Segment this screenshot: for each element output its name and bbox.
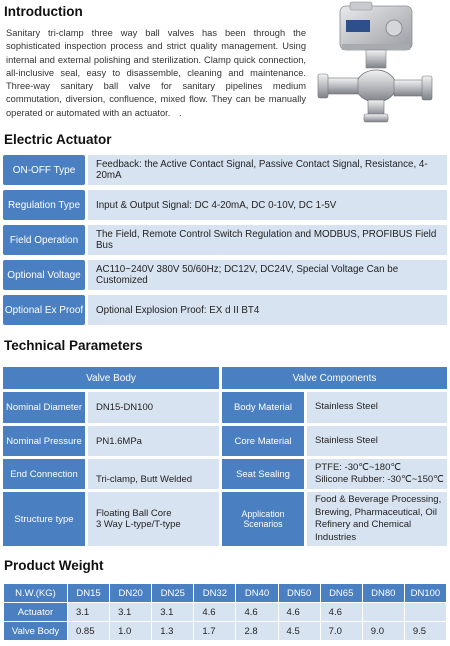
actuator-row [3,155,447,185]
tech-label: Application Scenarios [222,492,304,546]
tech-value: Floating Ball Core 3 Way L-type/T-type [88,492,219,546]
tech-value: DN15-DN100 [88,392,219,423]
technical-parameters-title: Technical Parameters [4,338,143,353]
ball-valve-actuator-illustration [302,0,450,128]
weight-cell: 4.6 [320,603,362,622]
actuator-row [3,260,447,290]
weight-header-cell: DN32 [194,584,236,603]
actuator-row-label: ON-OFF Type [3,155,85,185]
weight-header-cell: DN40 [236,584,278,603]
tech-value: Food & Beverage Processing, Brewing, Pharmaceutical, Oil Refinery and Chemical Industries [307,492,447,546]
tech-label: Body Material [222,392,304,423]
tech-row [3,459,447,489]
weight-cell: 3.1 [110,603,152,622]
weight-row-label: Valve Body [4,622,68,641]
tech-row [3,392,447,423]
tech-value: Tri-clamp, Butt Welded [88,459,219,489]
actuator-row-label: Field Operation [3,225,85,255]
tech-label: Core Material [222,426,304,456]
actuator-row-label: Optional Ex Proof [3,295,85,325]
weight-cell: 1.0 [110,622,152,641]
tech-value: PN1.6MPa [88,426,219,456]
tech-value: PTFE: -30℃~180℃ Silicone Rubber: -30℃~150℃ [307,459,447,489]
actuator-row-value: Input & Output Signal: DC 4-20mA, DC 0-10V, DC 1-5V [88,190,447,220]
actuator-row-value: Optional Explosion Proof: EX d II BT4 [88,295,447,325]
weight-header-cell: DN15 [68,584,110,603]
actuator-row-label: Optional Voltage [3,260,85,290]
actuator-row-label: Regulation Type [3,190,85,220]
electric-actuator-table [3,155,447,330]
product-weight-title: Product Weight [4,558,104,573]
actuator-row [3,295,447,325]
weight-cell: 4.5 [278,622,320,641]
tech-label: Nominal Pressure [3,426,85,456]
weight-row-label: Actuator [4,603,68,622]
weight-cell: 7.0 [320,622,362,641]
weight-row-actuator [4,603,447,622]
electric-actuator-title: Electric Actuator [4,132,112,147]
intro-trailing-mark: . [178,107,182,118]
valve-components-header: Valve Components [222,367,447,389]
actuator-row [3,190,447,220]
actuator-row-value: AC110~240V 380V 50/60Hz; DC12V, DC24V, Special Voltage Can be Customized [88,260,447,290]
weight-header-cell: DN20 [110,584,152,603]
tech-label: Seat Sealing [222,459,304,489]
weight-cell: 9.5 [404,622,446,641]
weight-header-cell: DN80 [362,584,404,603]
weight-header-cell: DN100 [404,584,446,603]
weight-header-cell: DN50 [278,584,320,603]
weight-header-row [4,584,447,603]
weight-row-valve-body [4,622,447,641]
weight-cell [362,603,404,622]
tech-value: Stainless Steel [307,426,447,456]
weight-cell: 1.7 [194,622,236,641]
weight-header-cell: N.W.(KG) [4,584,68,603]
intro-title: Introduction [4,4,83,19]
weight-cell: 3.1 [68,603,110,622]
weight-cell: 4.6 [278,603,320,622]
actuator-row-value: Feedback: the Active Contact Signal, Passive Contact Signal, Resistance, 4-20mA [88,155,447,185]
tech-label: Structure type [3,492,85,546]
tech-label: End Connection [3,459,85,489]
weight-cell: 1.3 [152,622,194,641]
weight-cell: 9.0 [362,622,404,641]
intro-paragraph [6,27,306,120]
actuator-row [3,225,447,255]
weight-cell: 2.8 [236,622,278,641]
weight-header-cell: DN25 [152,584,194,603]
weight-cell: 4.6 [194,603,236,622]
intro-text: Sanitary tri-clamp three way ball valves has been through the sophisticated inspection process and strict quality management. Using internal and external polishing and sterilization. Clamp quick connection, all-inclusive seal, easy to disassemble, cleaning and maintenance. Three-way sanitary ball valve for sanitary pipelines medium commutation, diversion, confluence, mixed flow. They can be manually operated or automated with an actuator. [6,28,306,118]
tech-value: Stainless Steel [307,392,447,423]
valve-body-header: Valve Body [3,367,219,389]
tech-row [3,426,447,456]
product-weight-table [3,583,447,641]
actuator-row-value: The Field, Remote Control Switch Regulation and MODBUS, PROFIBUS Field Bus [88,225,447,255]
weight-cell [404,603,446,622]
weight-cell: 4.6 [236,603,278,622]
weight-cell: 0.85 [68,622,110,641]
tech-header-row [3,367,447,389]
technical-parameters-table [3,367,447,549]
weight-cell: 3.1 [152,603,194,622]
tech-row [3,492,447,546]
weight-header-cell: DN65 [320,584,362,603]
tech-label: Nominal Diameter [3,392,85,423]
